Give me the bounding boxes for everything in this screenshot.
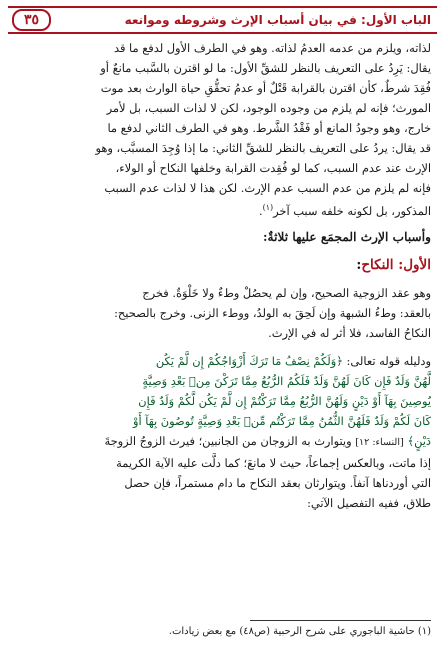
- text-line: فُقِدَ شرطٌ، كأن اقترن بالقرابة قَتْلٌ أو عدمُ تحقُّقِ حياة الوارث بعد موت: [100, 81, 431, 95]
- text-line: طلاق، ففيه التفصيل الآتي:: [307, 495, 431, 510]
- subsection-label: الأول: النكاح: [361, 256, 431, 273]
- quran-verse: لَّهُنَّ وَلَدٌ فَإِن كَانَ لَهُنَّ وَلَدٌ فَلَكُمُ الرُّبُعُ مِمَّا تَرَكْنَ مِنۢ بَعْدِ وَصِيَّةٍ: [142, 373, 431, 388]
- paragraph-1: [12, 38, 431, 221]
- text-line: خارج، وهو وجودُ المانع أو فَقْدُ الشَّرط. وهو في الطرف الثاني لدفع ما: [107, 121, 431, 135]
- text-line: التي أوردناها آنفاً. ويتوارثان بعقد النكاح ما دام مستمراً، فإن حصل: [124, 475, 431, 490]
- footnote-marker: (١): [262, 203, 274, 212]
- text-line: لذاته، ويلزم من عدمه العدمُ لذاته. وهو في الطرف الأول لدفع ما قد: [113, 41, 431, 55]
- main-text: [12, 38, 431, 515]
- footnote: (١) حاشية الباجوري على شرح الرحبية (ص٤٨) مع بعض زيادات.: [168, 626, 431, 637]
- text-line: وهو عقد الزوجية الصحيح، وإن لم يحصُلْ وطءٌ ولا خَلْوَةٌ. فخرج: [142, 285, 431, 300]
- verse-reference: [النساء: ١٢]: [355, 436, 404, 448]
- footnote-divider: [250, 620, 431, 621]
- chapter-title: الباب الأول: في بيان أسباب الإرث وشروطه وموانعه: [124, 13, 431, 27]
- text-line: [12, 351, 431, 371]
- text-line: قد يقال: يردُ على التعريف بالنظر للشقِّ الثاني: ما إذا وُجِدَ المسبَّب، وهو: [95, 141, 431, 155]
- text-fragment: ويتوارث به الزوجان من الجانبين؛ فيرث الزوجُ الزوجةَ: [104, 433, 352, 448]
- evidence-intro: ودليله قوله تعالى:: [346, 353, 431, 368]
- paragraph-2: [12, 283, 431, 343]
- text-line: فإنه لم يلزم من عدم السبب عدم الإرث. لكن هذا لا لذات عدم السبب: [104, 181, 431, 195]
- text-line: الإرث عند عدم السبب، كما لو فُقِدت القرابة وخلفها النكاح أو الولاء،: [115, 161, 431, 175]
- section-heading: وأسباب الإرث المجمَع عليها ثلاثةٌ:: [263, 229, 431, 244]
- quran-verse: دَيْنٍ﴾: [407, 433, 431, 448]
- text-line: المذكور، بل لكونه خلفه سبب آخر$^{(١)}$.: [258, 203, 431, 218]
- running-header: [8, 6, 437, 34]
- subsection-title: [12, 255, 431, 275]
- quran-verse: ﴿وَلَكُمْ نِصْفُ مَا تَرَكَ أَزْوَاجُكُمْ إِن لَّمْ يَكُن: [155, 353, 343, 368]
- text-line: [12, 431, 431, 453]
- paragraph-3: [12, 351, 431, 513]
- page-number: ٣٥: [12, 9, 51, 31]
- text-line: يقال: يَرِدُ على التعريف بالنظر للشقِّ الأول: ما لو اقترن بالسَّبب مانعٌ أو: [100, 61, 431, 75]
- quran-verse: كَانَ لَكُمْ وَلَدٌ فَلَهُنَّ الثُّمُنُ مِمَّا تَرَكْتُم مِّنۢ بَعْدِ وَصِيَّةٍ تُوصُونَ بِهَآ أَوْ: [132, 413, 431, 428]
- text-fragment: المذكور، بل لكونه خلفه سبب آخر: [273, 203, 431, 218]
- text-line: إذا ماتت، وبالعكس إجماعاً، حيث لا مانعَ؛ كما دلَّت عليه الآية الكريمة: [116, 455, 431, 470]
- text-line: المورث؛ فإنه لم يلزم من وجوده الوجود، لكن لا لذات السبب، بل لأمر: [106, 101, 431, 115]
- quran-verse: يُوصِينَ بِهَآ أَوْ دَيْنٍ وَلَهُنَّ الرُّبُعُ مِمَّا تَرَكْتُمْ إِن لَّمْ يَكُن لَّكُمْ وَلَدٌ فَإِن: [138, 393, 431, 408]
- subsection-colon: :: [356, 256, 362, 273]
- text-line: النكاحُ الفاسد، فلا أثر له في الإرث.: [268, 325, 431, 340]
- text-line: بالعقد: وطءُ الشبهة وإن لَحِقَ به الولدُ، ووطء الزنى. وخرج بالصحيح:: [114, 305, 431, 320]
